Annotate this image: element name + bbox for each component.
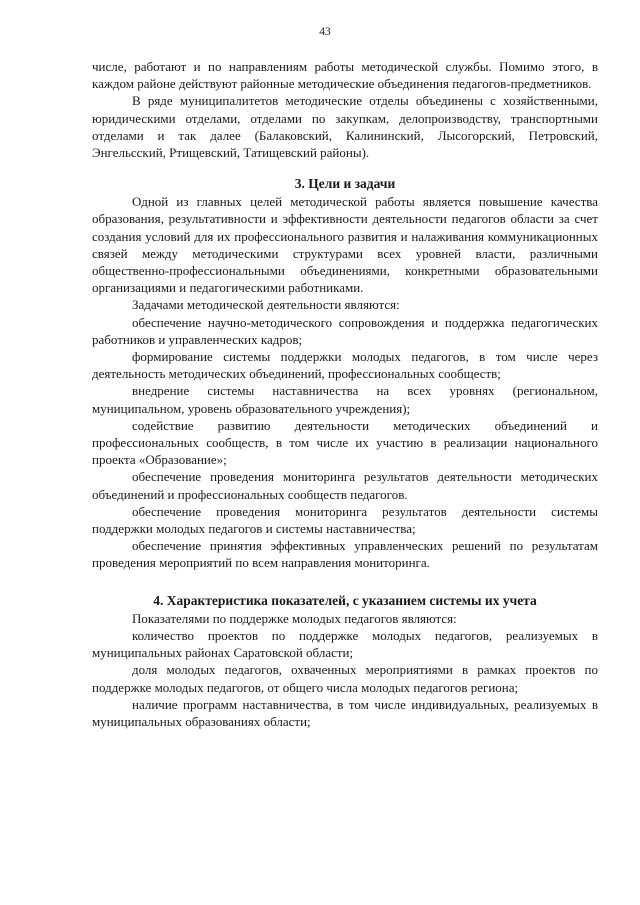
page-number: 43 (319, 26, 331, 38)
list-item: формирование системы поддержки молодых педагогов, в том числе через деятельность методических объединений, профессиональных сообществ; (92, 349, 598, 382)
paragraph: Показателями по поддержке молодых педагогов являются: (132, 610, 457, 626)
paragraph: числе, работают и по направлениям работы методической службы. Помимо этого, в каждом районе действуют районные методические объединения педагогов-предметников. (92, 59, 598, 92)
list-item: обеспечение научно-методического сопровождения и поддержка педагогических работников и управленческих кадров; (92, 314, 598, 347)
list-item: доля молодых педагогов, охваченных мероприятиями в рамках проектов по поддержке молодых педагогов, от общего числа молодых педагогов региона; (92, 662, 598, 695)
list-item: обеспечение принятия эффективных управленческих решений по результатам проведения мероприятий по всем направления мониторинга. (92, 538, 598, 571)
list-item: наличие программ наставничества, в том числе индивидуальных, реализуемых в муниципальных образованиях области; (92, 696, 598, 729)
section-3-heading: 3. Цели и задачи (294, 176, 396, 192)
paragraph: В ряде муниципалитетов методические отделы объединены с хозяйственными, юридическими отделами, отделами по закупкам, делопроизводству, транспортными отделами и так далее (Балаковский, Калининский, Лысогорский, Петровский, Энгельсский, Ртищевский, Татищевский районы). (92, 93, 598, 161)
list-item: внедрение системы наставничества на всех уровнях (региональном, муниципальном, уровень образовательного учреждения); (92, 383, 598, 416)
paragraph: Задачами методической деятельности являются: (132, 297, 400, 313)
section-4-heading: 4. Характеристика показателей, с указанием системы их учета (153, 592, 537, 608)
list-item: количество проектов по поддержке молодых педагогов, реализуемых в муниципальных районах Саратовской области; (92, 627, 598, 661)
paragraph: Одной из главных целей методической работы является повышение качества образования, результативности и эффективности деятельности педагогов области за счет создания условий для их профессионального развития и налаживания коммуникационных связей между методическими структурами всех уровней власти, различными общественно-профессиональными объединениями, конкретными образовательными организациями и педагогическими работниками. (92, 194, 598, 296)
list-item: обеспечение проведения мониторинга результатов деятельности системы поддержки молодых педагогов и системы наставничества; (92, 503, 598, 537)
list-item: содействие развитию деятельности методических объединений и профессиональных сообществ, в том числе их участию в реализации национального проекта «Образование»; (92, 417, 598, 468)
list-item: обеспечение проведения мониторинга результатов деятельности методических объединений и профессиональных сообществ педагогов. (92, 469, 598, 502)
